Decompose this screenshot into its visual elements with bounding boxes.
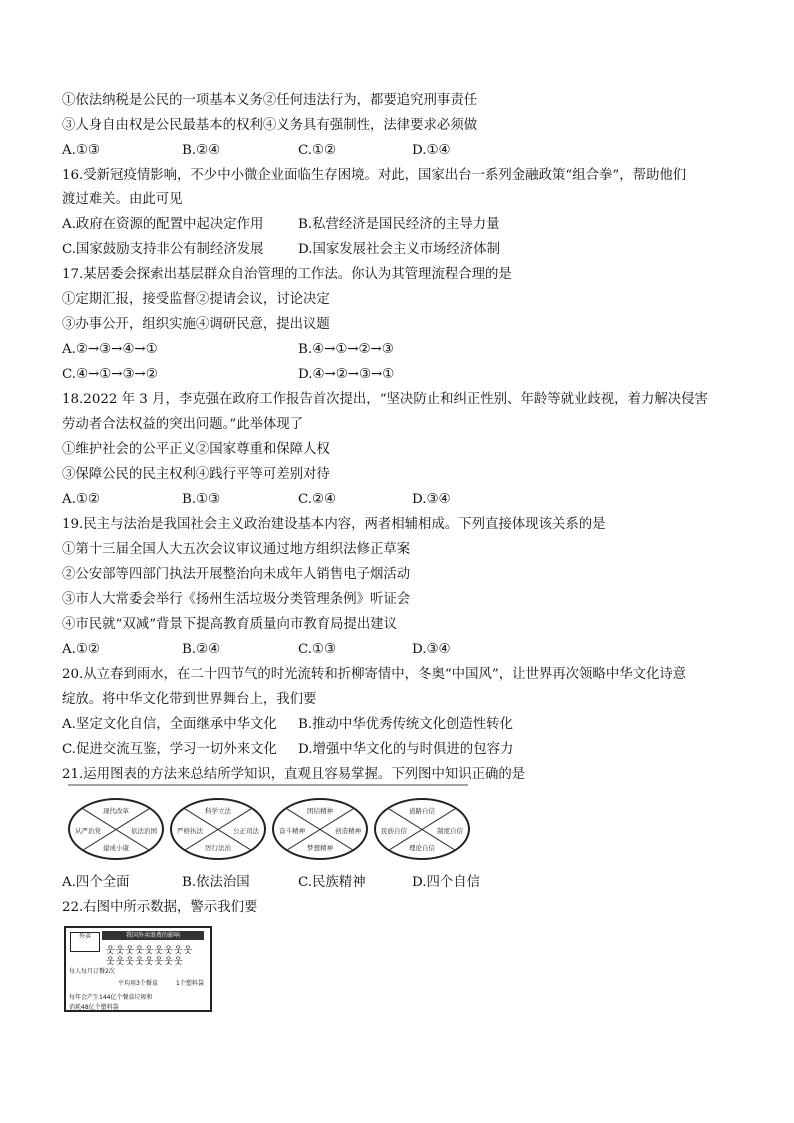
q16-option-b[interactable]: B.私营经济是国民经济的主导力量 (298, 217, 500, 232)
q15-option-b[interactable]: B.②④ (182, 143, 221, 158)
q15-option-a[interactable]: A.①③ (62, 143, 100, 158)
q17-option-a[interactable]: A.②→③→④→① (62, 342, 158, 357)
q16-stem-line-2: 渡过难关。由此可见 (62, 192, 183, 207)
people-icon-row-2: 웃웃웃웃웃웃웃웃 (106, 957, 184, 967)
q20-stem-line-1: 20.从立春到雨水，在二十四节气的时光流转和折柳寄情中，冬奥“中国风”，让世界再次领略中华文化诗意 (62, 667, 687, 682)
infographic-bottom-line-1: 每年会产生144亿个餐盒垃圾和 (69, 994, 153, 1001)
q20-option-d[interactable]: D.增强中华文化的与时俱进的包容力 (298, 742, 514, 757)
q19-statement-2: ②公安部等四部门执法开展整治向未成年人销售电子烟活动 (62, 567, 411, 582)
q19-option-c[interactable]: C.①③ (298, 642, 337, 657)
q18-option-d[interactable]: D.③④ (412, 492, 451, 507)
q21-option-c[interactable]: C.民族精神 (298, 875, 366, 890)
infographic-right-note: 1个塑料袋 (176, 980, 204, 987)
ellipse-c-top: 团结精神 (307, 807, 333, 815)
q21-option-a[interactable]: A.四个全面 (62, 875, 130, 890)
q17-statement-2: ③办事公开，组织实施④调研民意，提出议题 (62, 317, 330, 332)
q17-option-c[interactable]: C.④→①→③→② (62, 367, 158, 382)
q17-option-d[interactable]: D.④→②→③→① (298, 367, 395, 382)
q22-infographic (64, 926, 212, 1012)
people-icon: 웃웃웃웃웃웃웃웃웃 (106, 946, 194, 956)
q20-stem-line-2: 绽放。将中华文化带到世界舞台上，我们要 (62, 692, 317, 707)
q18-option-b[interactable]: B.①③ (182, 492, 221, 507)
q21-ellipse-c (272, 798, 368, 860)
ellipse-a-right: 依法治国 (131, 827, 157, 835)
q16-stem-line-1: 16.受新冠疫情影响，不少中小微企业面临生存困境。对此，国家出台一系列金融政策“组合拳”，帮助他们 (62, 168, 687, 183)
ellipse-d-right: 制度自信 (437, 827, 463, 835)
ellipse-b-bottom: 厉行法治 (205, 844, 231, 852)
ellipse-a-left: 从严治党 (75, 827, 101, 835)
q18-option-c[interactable]: C.②④ (298, 492, 337, 507)
statement-line-2: ③人身自由权是公民最基本的权利④义务具有强制性，法律要求必须做 (62, 118, 478, 133)
ellipse-b-left: 严格执法 (177, 827, 203, 835)
ellipse-b-top: 科学立法 (205, 807, 231, 815)
ellipse-d-top: 道路自信 (409, 807, 435, 815)
q18-statement-1: ①维护社会的公平正义②国家尊重和保障人权 (62, 442, 330, 457)
ellipse-b-right: 公正司法 (233, 827, 259, 835)
q17-stem: 17.某居委会探索出基层群众自治管理的工作法。你认为其管理流程合理的是 (62, 267, 512, 282)
ellipse-c-right: 创造精神 (335, 827, 361, 835)
q21-option-d[interactable]: D.四个自信 (412, 875, 481, 890)
q22-stem: 22.右图中所示数据，警示我们要 (62, 900, 258, 915)
ellipse-d-left: 民族自信 (381, 827, 407, 835)
q19-option-a[interactable]: A.①② (62, 642, 100, 657)
q21-figure (62, 790, 472, 870)
q16-option-c[interactable]: C.国家鼓励支持非公有制经济发展 (62, 242, 264, 257)
infographic-bottom-line-2: 消耗48亿个塑料袋 (69, 1004, 119, 1011)
q18-stem-line-1: 18.2022 年 3 月，李克强在政府工作报告首次提出，“坚决防止和纠正性别、年龄等就业歧视，着力解决侵害 (62, 392, 708, 407)
statement-line-1: ①依法纳税是公民的一项基本义务②任何违法行为，都要追究刑事责任 (62, 93, 478, 108)
q17-statement-1: ①定期汇报，接受监督②提请会议，讨论决定 (62, 292, 330, 307)
q18-stem-line-2: 劳动者合法权益的突出问题。”此举体现了 (62, 417, 304, 432)
q19-statement-4: ④市民就“双减”背景下提高教育质量向市教育局提出建议 (62, 617, 398, 632)
q21-ellipse-a (68, 798, 164, 860)
q19-stem: 19.民主与法治是我国社会主义政治建设基本内容，两者相辅相成。下列直接体现该关系的是 (62, 517, 606, 532)
ellipse-c-bottom: 梦想精神 (307, 844, 333, 852)
infographic-middle-note: 平均用3个餐盒 (118, 980, 158, 987)
q21-ellipse-d (374, 798, 470, 860)
ellipse-a-top: 现代改革 (103, 807, 129, 815)
q16-option-a[interactable]: A.政府在资源的配置中起决定作用 (62, 217, 264, 232)
infographic-heading: 我国外卖浪费的影响 (102, 931, 204, 940)
q19-statement-3: ③市人大常委会举行《扬州生活垃圾分类管理条例》听证会 (62, 592, 411, 607)
q20-option-a[interactable]: A.坚定文化自信，全面继承中华文化 (62, 717, 277, 732)
ellipse-a-bottom: 建成小康 (103, 844, 129, 852)
q21-option-b[interactable]: B.依法治国 (182, 875, 250, 890)
q18-option-a[interactable]: A.①② (62, 492, 100, 507)
q19-option-b[interactable]: B.②④ (182, 642, 221, 657)
ellipse-d-bottom: 理论自信 (409, 844, 435, 852)
infographic-left-note: 每人每月订餐2次 (69, 968, 115, 975)
ellipse-c-left: 奋斗精神 (279, 827, 305, 835)
infographic-stamp: 外卖 (70, 932, 100, 952)
q20-option-c[interactable]: C.促进交流互鉴，学习一切外来文化 (62, 742, 277, 757)
q17-option-b[interactable]: B.④→①→②→③ (298, 342, 394, 357)
q15-option-c[interactable]: C.①② (298, 143, 337, 158)
q19-statement-1: ①第十三届全国人大五次会议审议通过地方组织法修正草案 (62, 542, 411, 557)
q18-statement-2: ③保障公民的民主权利④践行平等可差别对待 (62, 467, 330, 482)
q21-stem: 21.运用图表的方法来总结所学知识，直观且容易掌握。下列图中知识正确的是 (62, 767, 526, 782)
q16-option-d[interactable]: D.国家发展社会主义市场经济体制 (298, 242, 500, 257)
q21-ellipse-b (170, 798, 266, 860)
q20-option-b[interactable]: B.推动中华优秀传统文化创造性转化 (298, 717, 513, 732)
q19-option-d[interactable]: D.③④ (412, 642, 451, 657)
q15-option-d[interactable]: D.①④ (412, 143, 451, 158)
